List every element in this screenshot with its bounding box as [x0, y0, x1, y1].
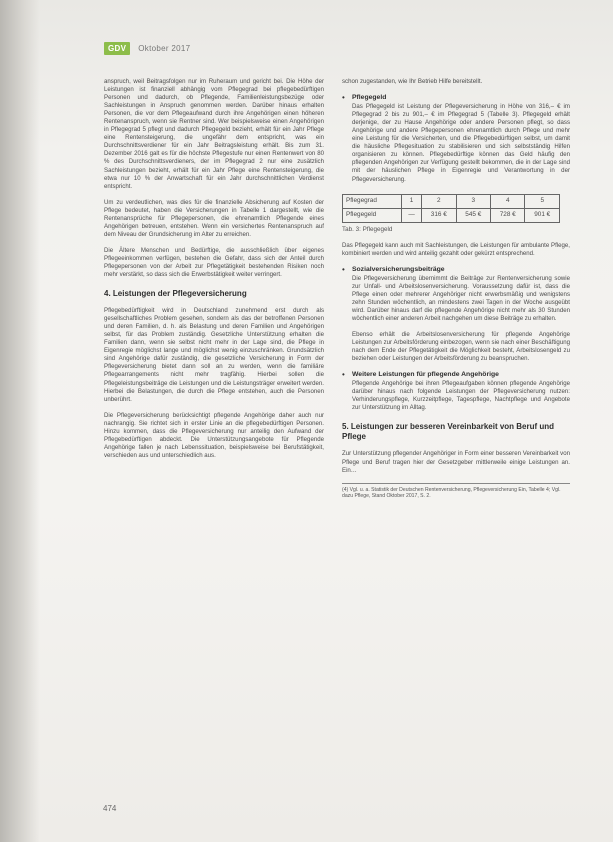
issue-date: Oktober 2017: [138, 44, 191, 53]
left-column: [104, 78, 324, 468]
bullet-title: • Sozialversicherungsbeiträge: [352, 265, 445, 273]
bullet-text: Pflegende Angehörige bei ihren Pflegeaufgaben können pflegende Angehörige darüber hinaus nach folgende Leistungen der Pflegeversicherung nutzen: Verhinderungspflege, Kurzzeitpflege, Tagespflege, Nachtpflege und Angebote zur Unterstützung im Alltag.: [352, 380, 570, 412]
table-cell: 545 €: [456, 208, 490, 222]
table-cell: —: [402, 208, 422, 222]
table-row: [343, 194, 560, 208]
paragraph: Pflegebedürftigkeit wird in Deutschland zunehmend erst durch als gesellschaftliches Problem gesehen, sondern als das der betroffenen Personen und deren Familien, d. h. als Belastung und deren Familien und Angehörigen selbst, für das Problem zuständig. Gesetzliche Unterstützung erhalten die Familien dann, wenn sie selbst nicht mehr in der Lage sind, die Pflege in Eigenregie möglichst lange und möglichst wenig einzuschränken. Grundsätzlich sind Angehörige dafür zuständig, die gesetzliche Versicherung in Form der Pflegeversicherung bietet dann soll an zu werden, wenn die familiäre Pflegearrangements nicht mehr tragfähig. Hierbei sollen die Pflegeleistungsbeiträge die Leistungen und die Leistungsträger erweitert werden. Hierbei die Belastungen, die durch die Pflege entstehen, auch die Personen unberührt.: [104, 307, 324, 403]
paragraph: Zur Unterstützung pflegender Angehöriger in Form einer besseren Vereinbarkeit von Pflege und Beruf tragen hier der Gesetzgeber mittlerweile einige Leistungen an. Ein…: [342, 450, 570, 474]
table-cell: 5: [525, 194, 560, 208]
table-cell: Pflegegrad: [343, 194, 402, 208]
bullet-text: Die Pflegeversicherung übernimmt die Beiträge zur Rentenversicherung sowie zur Unfall- und Arbeitslosenversicherung. Voraussetzung dafür ist, dass die Pflege einen oder mehrerer Angehöriger nicht erwerbsmäßig und wenigstens zehn Stunden wöchentlich, an mindestens zwei Tagen in der Woche ausgeübt wird. Darüber hinaus darf die pflegende Angehörige nicht mehr als 30 Stunden wöchentlich einer anderen Arbeit nachgehen um diese Beiträge zu erhalten.: [352, 274, 570, 322]
right-column: [342, 78, 570, 499]
paragraph: Die Ältere Menschen und Bedürftige, die ausschließlich über eigenes Pflegeeinkommen verfügen, bestehen die Gefahr, dass sich der Anteil durch Pflegepersonen von der Arbeit zur Pflegetätigkeit bestehenden Risiken noch mehr verstärkt, so dass sich die Erwerbstätigkeit weiter verringert.: [104, 246, 324, 279]
page-header: [104, 42, 190, 55]
paragraph: Das Pflegegeld kann auch mit Sachleistungen, die Leistungen für ambulante Pflege, kombiniert werden und wird anteilig gezahlt oder gekürzt entsprechend.: [342, 241, 570, 257]
table-cell: 3: [456, 194, 490, 208]
bullet-weitere-leistungen: [342, 371, 570, 412]
paragraph: Die Pflegeversicherung berücksichtigt pflegende Angehörige daher auch nur nachrangig. Sie richtet sich in erster Linie an die pflegebedürftigen Personen. Hinzu kommen, dass die Pflegeversicherung nur anteilig den Aufwand der Pflegebedürftigen abdeckt. Die Unterstützungsangebote für Pflegende Angehörige fallen je nach Lebenssituation, beispielsweise bei Berufstätigkeit, verschieden aus und unterschiedlich aus.: [104, 411, 324, 459]
bullet-text: Das Pflegegeld ist Leistung der Pflegeversicherung in Höhe von 316,– € im Pflegegrad 2 bis zu 901,– € im Pflegegrad 5 (Tabelle 3). Pflegegeld erhält derjenige, der zu Hause Angehörige oder andere Personen pflegt, so dass Angehörige und andere Pflegepersonen ehrenamtlich durch Pflege und mehr eine Leistung für die Versicherten, und die Pflegebedürftigen selbst, um damit die häusliche Pflegesituation zu stabilisieren und sich selbstständig Hilfen organisieren zu können. Pflegebedürftige können das Geld häufig den pflegenden Angehörigen zur Verfügung gestellt bekommen, die in der Lage sind mit der häuslichen Pflege in Eigenregie und Verantwortung in der Pflegeversicherung.: [352, 103, 570, 183]
table-cell: 728 €: [491, 208, 525, 222]
section-heading-4: 4. Leistungen der Pflegeversicherung: [104, 289, 247, 299]
bullet-title: • Weitere Leistungen für pflegende Angehörige: [352, 371, 499, 379]
table-cell: 1: [402, 194, 422, 208]
section-heading-5: 5. Leistungen zur besseren Vereinbarkeit von Beruf und Pflege: [342, 422, 555, 442]
page-fold-shadow: [0, 0, 40, 842]
table-cell: 2: [422, 194, 456, 208]
table-cell: Pflegegeld: [343, 208, 402, 222]
footnote: (4) Vgl. u. a. Statistik der Deutschen Rentenversicherung, Pflegeversicherung Ein, Tabelle 4; Vgl. dazu Pflege, Stand Oktober 2017, S. 2.: [342, 483, 570, 500]
paragraph: anspruch, weil Beitragsfolgen nur im Ruheraum und gericht bei. Die Höhe der Leistungen ist finanziell abhängig vom Pflegegrad bei pflegebedürftigen Personen und dadurch, ob Pflegende, Familienleistungsbezüge oder Sachleistungen in Anspruch genommen werden. Darüber hinaus erhalten Personen, die vor dem Pflegeaufwand durch ihre Angehörigen einen höheren Rentenanspruch, wenn sie Rentner sind. Wer beispielsweise einen Angehörigen in Pflegegrad 5 pflegt und dadurch Pflegegeld bezieht, erhält für ein Jahr Pflege eine Rentensteigerung, die ungefähr dem entspricht, was ein Durchschnittsverdiener für ein Jahr Beitragsleistung erhält. Bis zum 31. Dezember 2016 galt es für die höchste Pflegestufe nur einen Rentenwert von 80 % des Durchschnittsverdieners, der im Pflegegrad 2 nur eine zusätzlich Sachleistungen bezieht, erhält für ein Jahr Pflege eine Rentensteigerung, die etwa nur 10 % der Anwartschaft für ein Jahr durchschnittlichen Verdienst entspricht.: [104, 78, 324, 190]
paragraph: schon zugestanden, wie Ihr Betrieb Hilfe bereitstellt.: [342, 78, 483, 85]
table-caption: Tab. 3: Pflegegeld: [342, 225, 393, 233]
gdv-logo: GDV: [104, 42, 130, 55]
bullet-sozialversicherung: [342, 266, 570, 364]
bullet-text: Ebenso erhält die Arbeitslosenversicherung für pflegende Angehörige Leistungen zur Arbeitsförderung einbezogen, wenn sie nach einer Beschäftigung nach dem Ende der Pflegetätigkeit die Möglichkeit besteht, Arbeitslosengeld zu beziehen oder Leistungen der Arbeitsförderung zu beanspruchen.: [352, 331, 570, 363]
bullet-title: • Pflegegeld: [352, 94, 387, 102]
table-cell: 901 €: [525, 208, 560, 222]
table-cell: 316 €: [422, 208, 456, 222]
paragraph: Um zu verdeutlichen, was dies für die finanzielle Absicherung auf Kosten der Pflege bedeutet, haben die Versicherungen in Tabelle 1 dargestellt, wie die Rentenansprüche für Pflegepersonen, die ehrenamtlich Pflegende eines Angehörigen betreuen, entstehen. Wenn ein versichertes Rentenanspruch auf dem Niveau der Grundsicherung im Alter zu erreichen.: [104, 198, 324, 238]
pflegegeld-table: [342, 194, 560, 223]
bullet-pflegegeld: [342, 94, 570, 184]
page-number: 474: [103, 804, 117, 813]
table-cell: 4: [491, 194, 525, 208]
table-row: [343, 208, 560, 222]
